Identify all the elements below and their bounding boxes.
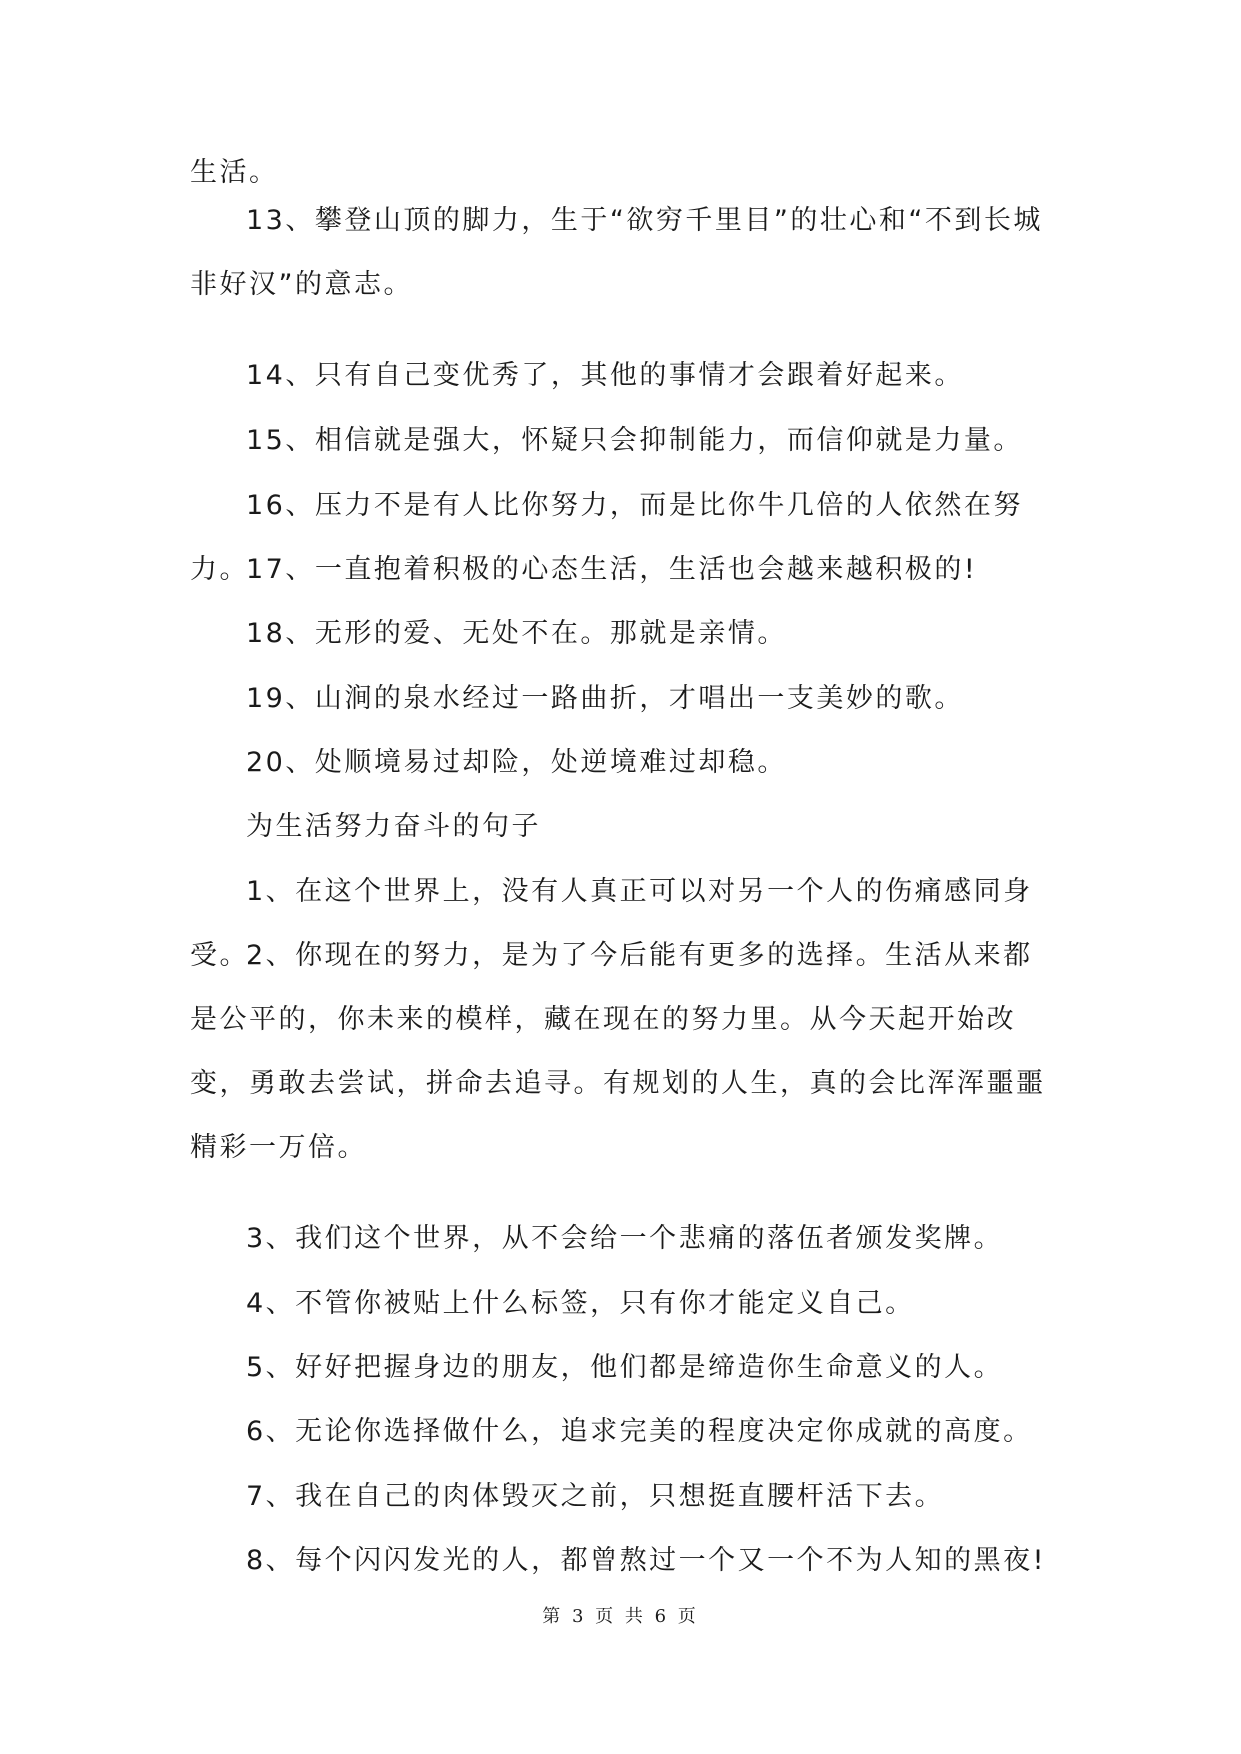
section-heading: 为生活努力奋斗的句子 — [246, 811, 541, 842]
paragraph-item-1: 1、在这个世界上，没有人真正可以对另一个人的伤痛感同身受。 — [190, 876, 1033, 971]
paragraph-item-5: 5、好好把握身边的朋友，他们都是缔造你生命意义的人。 — [246, 1352, 1004, 1383]
paragraph-item-19: 19、山涧的泉水经过一路曲折，才唱出一支美妙的歌。 — [246, 683, 964, 714]
paragraph-item-16: 16、压力不是有人比你努力，而是比你牛几倍的人依然在努力。 — [190, 490, 1023, 585]
paragraph-item-7: 7、我在自己的肉体毁灭之前，只想挺直腰杆活下去。 — [246, 1481, 945, 1512]
paragraph-item-6: 6、无论你选择做什么，追求完美的程度决定你成就的高度。 — [246, 1416, 1033, 1447]
paragraph-item-4: 4、不管你被贴上什么标签，只有你才能定义自己。 — [246, 1288, 915, 1319]
paragraph-item-17: 17、一直抱着积极的心态生活，生活也会越来越积极的! — [246, 554, 978, 585]
paragraph-item-13: 13、攀登山顶的脚力，生于“欲穷千里目”的壮心和“不到长城非好汉”的意志。 — [190, 205, 1043, 300]
paragraph-item-14: 14、只有自己变优秀了，其他的事情才会跟着好起来。 — [246, 360, 964, 391]
paragraph-continuation: 生活。 — [190, 157, 279, 188]
paragraph-item-20: 20、处顺境易过却险，处逆境难过却稳。 — [246, 747, 787, 778]
paragraph-item-18: 18、无形的爱、无处不在。那就是亲情。 — [246, 618, 787, 649]
paragraph-item-8: 8、每个闪闪发光的人，都曾熬过一个又一个不为人知的黑夜! — [246, 1545, 1047, 1576]
paragraph-item-2: 2、你现在的努力，是为了今后能有更多的选择。生活从来都是公平的，你未来的模样，藏在现在的努力里。从今天起开始改变，勇敢去尝试，拼命去追寻。有规划的人生，真的会比浑浑噩噩精彩一万倍。 — [190, 940, 1046, 1163]
page-footer: 第 3 页 共 6 页 — [542, 1606, 699, 1627]
paragraph-item-15: 15、相信就是强大，怀疑只会抑制能力，而信仰就是力量。 — [246, 425, 1023, 456]
paragraph-item-3: 3、我们这个世界，从不会给一个悲痛的落伍者颁发奖牌。 — [246, 1223, 1004, 1254]
